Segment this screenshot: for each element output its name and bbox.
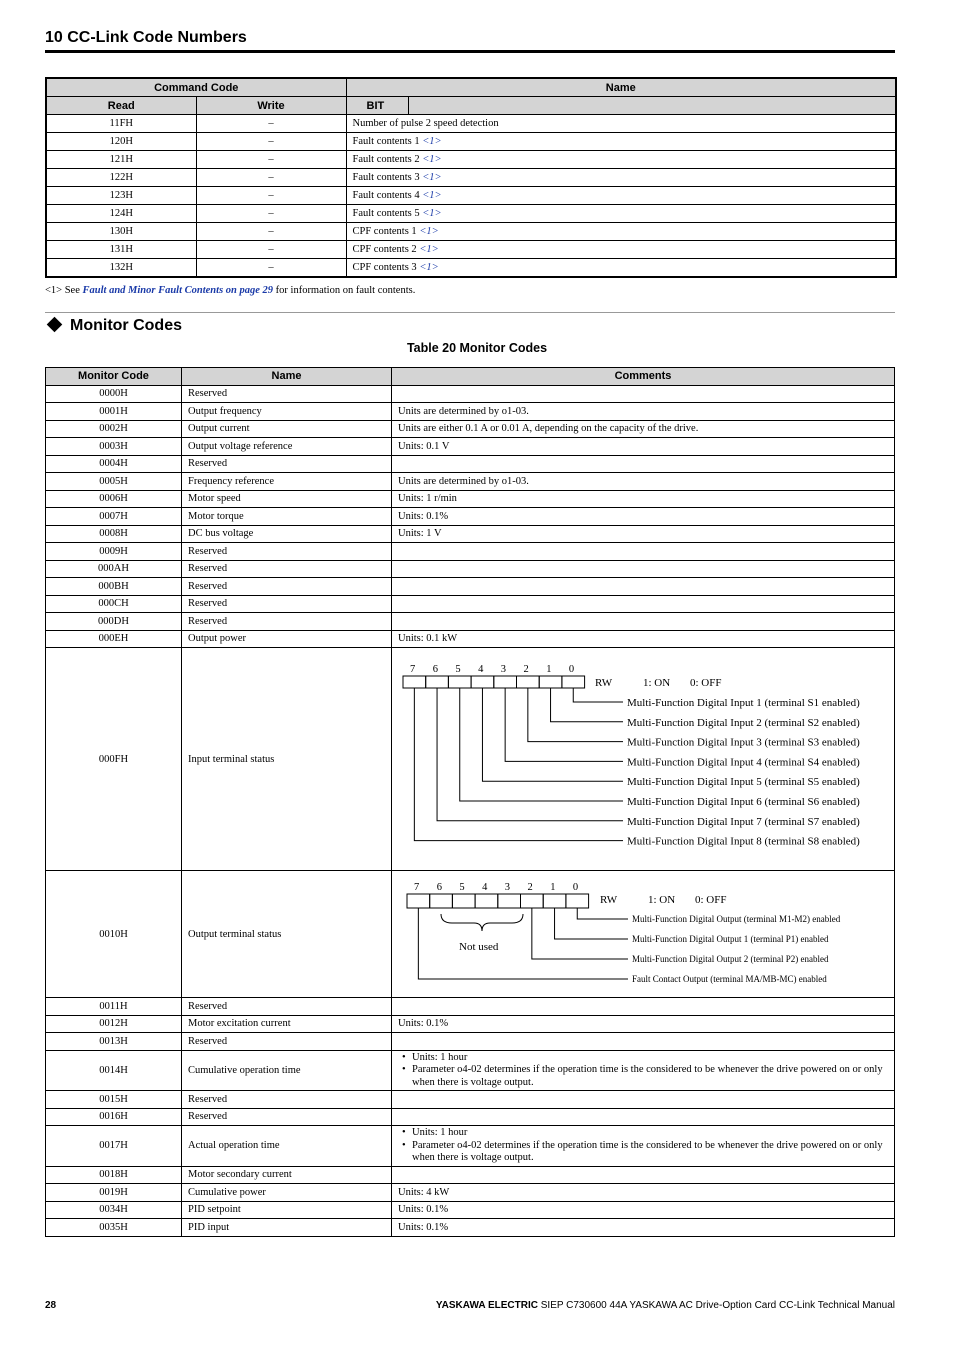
bit-leader-line	[573, 688, 623, 702]
cell-write: –	[196, 187, 346, 205]
row-comments	[392, 1166, 895, 1184]
bit-box	[403, 676, 426, 688]
monitor-rows-d	[46, 1166, 895, 1236]
row-name: Cumulative power	[182, 1184, 392, 1202]
bullet-item: • Units: 1 hour	[412, 1127, 888, 1140]
bit-box	[471, 676, 494, 688]
cell-read: 123H	[46, 187, 196, 205]
cell-write: –	[196, 259, 346, 278]
row-code: 0018H	[46, 1166, 182, 1184]
input-status-diagram	[392, 648, 894, 870]
cell-name	[346, 187, 896, 205]
row-code: 0016H	[46, 1108, 182, 1126]
output-bit-label: Fault Contact Output (terminal MA/MB-MC) enabled	[632, 974, 827, 984]
col-bit: BIT	[346, 97, 408, 115]
table-row	[46, 1033, 895, 1051]
monitor-row-input-status	[46, 648, 895, 871]
table-row	[46, 205, 896, 223]
table-row	[46, 1050, 895, 1091]
input-bit-label: Multi-Function Digital Input 1 (terminal S1 enabled)	[627, 697, 860, 709]
row-comments: Units: 0.1 kW	[392, 630, 895, 648]
monitor-row-output-status	[46, 871, 895, 998]
row-code: 0010H	[46, 871, 182, 998]
row-comments	[392, 385, 895, 403]
table-row	[46, 871, 895, 998]
footnote-ref-link[interactable]: <1>	[422, 172, 442, 183]
row-comments: Units: 1 V	[392, 525, 895, 543]
cell-read: 132H	[46, 259, 196, 278]
table-row	[46, 543, 895, 561]
row-name: Reserved	[182, 1033, 392, 1051]
bit-box	[543, 894, 566, 908]
row-code: 0000H	[46, 385, 182, 403]
bit-leader-line	[505, 688, 623, 761]
row-code: 000DH	[46, 613, 182, 631]
cell-write: –	[196, 115, 346, 133]
section-title: 10 CC-Link Code Numbers	[45, 29, 247, 46]
row-comments	[392, 455, 895, 473]
cell-write: –	[196, 151, 346, 169]
row-code: 000EH	[46, 630, 182, 648]
table-row	[46, 169, 896, 187]
footnote-ref-link[interactable]: <1>	[419, 244, 439, 255]
table-row	[46, 1219, 895, 1237]
row-code: 000CH	[46, 595, 182, 613]
cell-read: 124H	[46, 205, 196, 223]
table-row	[46, 385, 895, 403]
bit-number: 6	[432, 664, 438, 675]
cell-name	[346, 241, 896, 259]
monitor-row-actual-time	[46, 1126, 895, 1167]
table-row	[46, 490, 895, 508]
row-name: Cumulative operation time	[182, 1050, 392, 1091]
row-name: Output current	[182, 420, 392, 438]
row-name: Input terminal status	[182, 648, 392, 871]
bit-leader-line	[555, 908, 628, 939]
op-time-bullets	[398, 1052, 888, 1090]
page-number: 28	[45, 1300, 57, 1311]
cc-link-command-table	[45, 77, 897, 278]
row-code: 0014H	[46, 1050, 182, 1091]
bit-number: 3	[504, 882, 511, 893]
row-name: Output terminal status	[182, 871, 392, 998]
footnote-link[interactable]: Fault and Minor Fault Contents on page 29	[82, 285, 274, 296]
input-bit-label: Multi-Function Digital Input 6 (terminal S6 enabled)	[627, 796, 860, 808]
row-name: Output voltage reference	[182, 438, 392, 456]
bit-number: 2	[523, 664, 529, 675]
row-comments	[392, 595, 895, 613]
row-name: Actual operation time	[182, 1126, 392, 1167]
row-name: Motor torque	[182, 508, 392, 526]
cell-name	[346, 259, 896, 278]
row-comments	[392, 1126, 895, 1167]
bullet-item: • Units: 1 hour	[412, 1052, 888, 1065]
bit-leader-line	[414, 688, 623, 841]
row-code: 000FH	[46, 648, 182, 871]
diamond-icon	[47, 317, 63, 333]
table-caption: Table 20 Monitor Codes	[406, 341, 548, 355]
monitor-rows-b	[46, 998, 895, 1051]
rw-label: RW	[600, 894, 618, 906]
table-row	[46, 1126, 895, 1167]
row-name: Reserved	[182, 455, 392, 473]
output-bit-label: Multi-Function Digital Output (terminal M1-M2) enabled	[632, 914, 841, 924]
row-name: Reserved	[182, 385, 392, 403]
row-comments: Units are determined by o1-03.	[392, 403, 895, 421]
row-code: 0035H	[46, 1219, 182, 1237]
row-comments	[392, 1108, 895, 1126]
table-row	[46, 1166, 895, 1184]
bit-number: 4	[482, 882, 488, 893]
cell-name	[346, 223, 896, 241]
bit-leader-line	[528, 688, 623, 742]
input-status-diagram-cell	[392, 648, 895, 871]
row-name: Reserved	[182, 613, 392, 631]
row-code: 0005H	[46, 473, 182, 491]
row-comments: Units are either 0.1 A or 0.01 A, depending on the capacity of the drive.	[392, 420, 895, 438]
footer-doc: SIEP C730600 44A YASKAWA AC Drive-Option Card CC-Link Technical Manual	[537, 1300, 895, 1311]
input-bit-label: Multi-Function Digital Input 4 (terminal S4 enabled)	[627, 756, 860, 769]
row-name: DC bus voltage	[182, 525, 392, 543]
table-row	[46, 595, 895, 613]
row-code: 0012H	[46, 1015, 182, 1033]
cell-write: –	[196, 223, 346, 241]
row-name: Reserved	[182, 560, 392, 578]
cell-read: 11FH	[46, 115, 196, 133]
cell-name-text: Number of pulse 2 speed detection	[352, 118, 499, 129]
bit-leader-line	[532, 908, 628, 959]
bit-number: 4	[478, 664, 484, 675]
row-code: 0004H	[46, 455, 182, 473]
table-row	[46, 259, 896, 278]
monitor-rows-c	[46, 1091, 895, 1126]
row-code: 000AH	[46, 560, 182, 578]
cell-name-text: Fault contents 2	[352, 154, 423, 165]
footnote-ref-link[interactable]: <1>	[422, 136, 442, 147]
cc-table-body	[46, 115, 896, 278]
row-code: 0017H	[46, 1126, 182, 1167]
table-row	[46, 151, 896, 169]
input-bit-label: Multi-Function Digital Input 7 (terminal S7 enabled)	[627, 815, 860, 828]
row-comments: Units: 1 r/min	[392, 490, 895, 508]
bit-box	[475, 894, 498, 908]
input-bit-label: Multi-Function Digital Input 5 (terminal S5 enabled)	[627, 776, 860, 789]
bit-number: 1	[550, 882, 556, 893]
output-status-diagram	[392, 871, 894, 997]
row-comments	[392, 1050, 895, 1091]
footnote-suffix: for information on fault contents.	[273, 285, 416, 296]
monitor-codes-table	[45, 367, 895, 1237]
row-name: Reserved	[182, 543, 392, 561]
row-code: 0008H	[46, 525, 182, 543]
row-code: 0003H	[46, 438, 182, 456]
table-row	[46, 420, 895, 438]
table-row	[46, 578, 895, 596]
footnote-ref-link[interactable]: <1>	[422, 208, 442, 219]
col-monitor-comments: Comments	[392, 368, 895, 386]
footer-brand: YASKAWA ELECTRIC	[435, 1300, 538, 1311]
row-code: 0002H	[46, 420, 182, 438]
bit-box	[539, 676, 562, 688]
footnote-prefix: <1> See	[45, 285, 83, 296]
cell-read: 131H	[46, 241, 196, 259]
table-row	[46, 403, 895, 421]
table-row	[46, 1184, 895, 1202]
bit-box	[430, 894, 453, 908]
footnote	[45, 285, 415, 296]
row-name: Reserved	[182, 578, 392, 596]
footnote-ref-link[interactable]: <1>	[419, 226, 439, 237]
col-bit-spacer	[408, 97, 896, 115]
bit-number: 7	[410, 664, 416, 675]
bit-box	[517, 676, 540, 688]
row-comments: Units are determined by o1-03.	[392, 473, 895, 491]
cell-name-text: Fault contents 5	[352, 208, 423, 219]
rw-label: RW	[595, 677, 613, 689]
table-row	[46, 1108, 895, 1126]
col-read: Read	[46, 97, 196, 115]
footnote-ref-link[interactable]: <1>	[422, 154, 442, 165]
cell-name-text: CPF contents 1	[352, 226, 420, 237]
row-comments	[392, 1091, 895, 1109]
table-row	[46, 473, 895, 491]
output-bit-label: Multi-Function Digital Output 2 (terminal P2) enabled	[632, 954, 829, 964]
cell-name	[346, 169, 896, 187]
table-row	[46, 223, 896, 241]
table-row	[46, 630, 895, 648]
monitor-rows-a	[46, 385, 895, 648]
table-row	[46, 115, 896, 133]
row-code: 0009H	[46, 543, 182, 561]
row-code: 0013H	[46, 1033, 182, 1051]
output-status-diagram-cell	[392, 871, 895, 998]
table-row	[46, 613, 895, 631]
table-row	[46, 133, 896, 151]
row-comments: Units: 0.1%	[392, 1201, 895, 1219]
row-comments: Units: 0.1 V	[392, 438, 895, 456]
footnote-ref-link[interactable]: <1>	[422, 190, 442, 201]
table-row	[46, 998, 895, 1016]
cell-name-text: Fault contents 3	[352, 172, 423, 183]
table-row	[46, 1201, 895, 1219]
cell-name	[346, 205, 896, 223]
off-label: 0: OFF	[690, 677, 722, 689]
bit-box	[407, 894, 430, 908]
monitor-heading-text: Monitor Codes	[70, 317, 182, 334]
row-name: Motor excitation current	[182, 1015, 392, 1033]
page-footer	[436, 1300, 895, 1311]
row-comments	[392, 613, 895, 631]
not-used-label: Not used	[459, 941, 499, 953]
row-comments	[392, 560, 895, 578]
row-name: Output power	[182, 630, 392, 648]
bullet-item: • Parameter o4-02 determines if the operation time is the considered to be whenever the drive powered on or only when there is voltage output.	[412, 1140, 888, 1165]
actual-time-bullets	[398, 1127, 888, 1165]
row-name: PID setpoint	[182, 1201, 392, 1219]
row-code: 000BH	[46, 578, 182, 596]
table-row	[46, 525, 895, 543]
row-name: Frequency reference	[182, 473, 392, 491]
table-row	[46, 455, 895, 473]
col-monitor-name: Name	[182, 368, 392, 386]
table-row	[46, 241, 896, 259]
bit-number: 1	[546, 664, 552, 675]
row-code: 0011H	[46, 998, 182, 1016]
cell-read: 122H	[46, 169, 196, 187]
row-name: Reserved	[182, 998, 392, 1016]
bit-box	[566, 894, 589, 908]
table-row	[46, 560, 895, 578]
section-header	[45, 28, 895, 53]
bit-leader-line	[577, 908, 628, 919]
bit-box	[494, 676, 517, 688]
on-label: 1: ON	[643, 677, 671, 689]
row-comments	[392, 543, 895, 561]
row-code: 0001H	[46, 403, 182, 421]
table-row	[46, 187, 896, 205]
bullet-item: • Parameter o4-02 determines if the operation time is the considered to be whenever the drive powered on or only when there is voltage output.	[412, 1064, 888, 1089]
bit-number: 5	[455, 664, 461, 675]
row-name: Reserved	[182, 1091, 392, 1109]
footnote-ref-link[interactable]: <1>	[419, 262, 439, 273]
bit-number: 6	[436, 882, 442, 893]
cell-write: –	[196, 133, 346, 151]
monitor-row-op-time	[46, 1050, 895, 1091]
row-code: 0019H	[46, 1184, 182, 1202]
row-code: 0034H	[46, 1201, 182, 1219]
not-used-brace	[441, 914, 523, 931]
output-bit-label: Multi-Function Digital Output 1 (terminal P1) enabled	[632, 934, 829, 944]
col-name: Name	[346, 78, 896, 97]
bit-number: 3	[500, 664, 507, 675]
row-name: Motor secondary current	[182, 1166, 392, 1184]
row-comments	[392, 998, 895, 1016]
row-name: PID input	[182, 1219, 392, 1237]
row-name: Motor speed	[182, 490, 392, 508]
off-label: 0: OFF	[695, 894, 727, 906]
row-comments: Units: 4 kW	[392, 1184, 895, 1202]
bit-number: 0	[568, 664, 575, 675]
cell-name	[346, 151, 896, 169]
cell-write: –	[196, 169, 346, 187]
bit-box	[452, 894, 475, 908]
table-row	[46, 1091, 895, 1109]
row-code: 0006H	[46, 490, 182, 508]
cell-read: 120H	[46, 133, 196, 151]
bit-box	[426, 676, 449, 688]
cell-write: –	[196, 241, 346, 259]
row-comments	[392, 1033, 895, 1051]
cell-read: 121H	[46, 151, 196, 169]
bit-box	[448, 676, 471, 688]
on-label: 1: ON	[648, 894, 676, 906]
input-bit-label: Multi-Function Digital Input 2 (terminal S2 enabled)	[627, 716, 860, 729]
row-comments	[392, 578, 895, 596]
row-code: 0015H	[46, 1091, 182, 1109]
col-monitor-code: Monitor Code	[46, 368, 182, 386]
monitor-codes-heading	[45, 315, 182, 337]
cell-name-text: CPF contents 3	[352, 262, 420, 273]
input-bit-label: Multi-Function Digital Input 8 (terminal S8 enabled)	[627, 835, 860, 848]
bit-number: 0	[572, 882, 579, 893]
row-name: Reserved	[182, 1108, 392, 1126]
cell-read: 130H	[46, 223, 196, 241]
section-divider	[45, 312, 895, 313]
cell-write: –	[196, 205, 346, 223]
row-comments: Units: 0.1%	[392, 508, 895, 526]
row-code: 0007H	[46, 508, 182, 526]
bit-leader-line	[460, 688, 623, 801]
bit-box	[562, 676, 585, 688]
bit-number: 5	[459, 882, 465, 893]
input-bit-label: Multi-Function Digital Input 3 (terminal S3 enabled)	[627, 736, 860, 749]
bit-box	[521, 894, 544, 908]
row-comments: Units: 0.1%	[392, 1015, 895, 1033]
cell-name	[346, 115, 896, 133]
row-comments: Units: 0.1%	[392, 1219, 895, 1237]
table-row	[46, 1015, 895, 1033]
bit-number: 7	[414, 882, 420, 893]
cell-name-text: Fault contents 1	[352, 136, 423, 147]
table-row	[46, 438, 895, 456]
col-write: Write	[196, 97, 346, 115]
cell-name	[346, 133, 896, 151]
row-name: Output frequency	[182, 403, 392, 421]
cell-name-text: CPF contents 2	[352, 244, 420, 255]
table-row	[46, 648, 895, 871]
bit-number: 2	[527, 882, 533, 893]
row-name: Reserved	[182, 595, 392, 613]
col-command-code: Command Code	[46, 78, 346, 97]
cell-name-text: Fault contents 4	[352, 190, 423, 201]
bit-box	[498, 894, 521, 908]
bit-leader-line	[551, 688, 623, 722]
table-row	[46, 508, 895, 526]
